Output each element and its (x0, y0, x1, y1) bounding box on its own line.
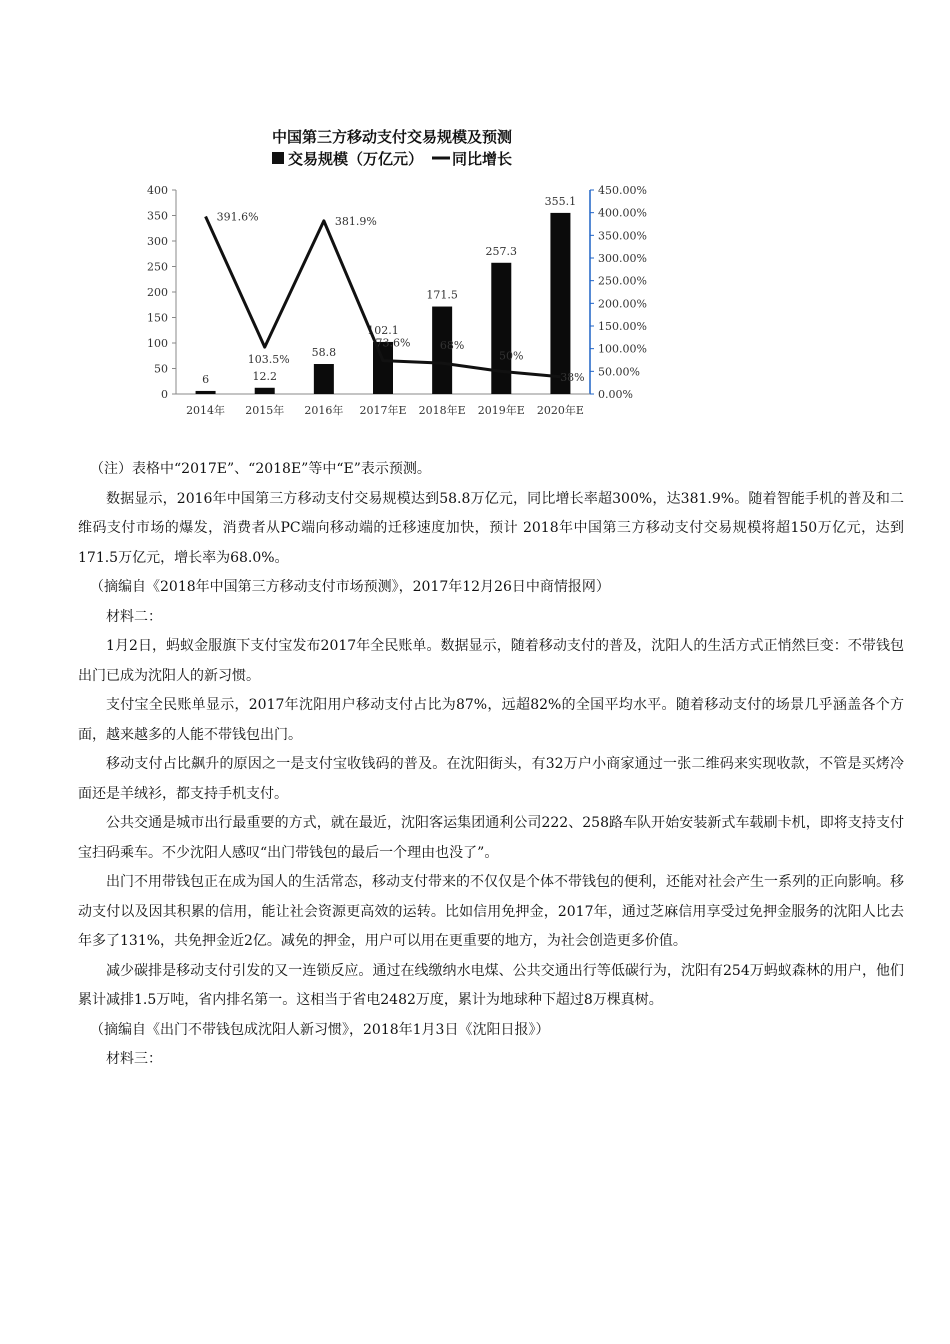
paragraph: 材料三： (106, 1051, 162, 1067)
growth-label: 73.6% (375, 336, 411, 350)
bar-value-label: 171.5 (426, 288, 458, 302)
y-right-tick-label: 0.00% (598, 388, 633, 401)
y-left-tick-label: 100 (147, 337, 168, 350)
bar-value-label: 58.8 (311, 346, 337, 360)
bar (373, 342, 393, 394)
paragraph: 移动支付占比飙升的原因之一是支付宝收钱码的普及。在沈阳街头，有32万户小商家通过一张二维码来实现收款，不管是买烤冷面还是羊绒衫，都支持手机支付。 (78, 756, 904, 802)
chart-legend (272, 150, 512, 168)
y-left-tick-label: 400 (147, 184, 168, 197)
y-right-tick-label: 200.00% (598, 297, 647, 311)
paragraph: 材料二： (106, 608, 162, 625)
x-tick-label: 2016年 (304, 404, 344, 417)
y-left-tick-label: 50 (154, 362, 168, 376)
x-tick-label: 2017年E (359, 404, 407, 417)
y-right-tick-label: 450.00% (598, 184, 647, 197)
growth-label: 103.5% (247, 353, 290, 367)
y-right-tick-label: 350.00% (598, 229, 647, 243)
growth-label: 50% (499, 349, 524, 363)
y-left-tick-label: 350 (147, 209, 168, 223)
bar-value-label: 257.3 (485, 244, 518, 258)
bar-value-label: 355.1 (544, 194, 577, 208)
paragraph: （注）表格中“2017E”、“2018E”等中“E”表示预测。 (90, 461, 431, 477)
paragraph: 支付宝全民账单显示，2017年沈阳用户移动支付占比为87%，远超82%的全国平均水平。随着移动支付的场景几乎涵盖各个方面，越来越多的人能不带钱包出门。 (78, 697, 904, 743)
chart-title: 中国第三方移动支付交易规模及预测 (272, 128, 513, 146)
x-tick-label: 2020年E (536, 404, 584, 417)
growth-label: 68% (439, 339, 465, 353)
paragraph: （摘编自《出门不带钱包成沈阳人新习惯》，2018年1月3日《沈阳日报》） (90, 1021, 550, 1038)
y-left-tick-label: 0 (161, 388, 168, 401)
bar-value-label: 12.2 (252, 369, 277, 383)
paragraph: 出门不用带钱包正在成为国人的生活常态，移动支付带来的不仅仅是个体不带钱包的便利，还能对社会产生一系列的正向影响。移动支付以及因其积累的信用，能让社会资源更高效的运转。比如信用免押金，2017年，通过芝麻信用享受过免押金服务的沈阳人比去年多了131%，共免押金近2亿。减免的押金，用户可以用在更重要的地方，为社会创造更多价值。 (78, 874, 904, 949)
paragraph: （摘编自《2018年中国第三方移动支付市场预测》，2017年12月26日中商情报网） (90, 579, 610, 595)
paragraph: 1月2日，蚂蚁金服旗下支付宝发布2017年全民账单。数据显示，随着移动支付的普及，沈阳人的生活方式正悄然巨变：不带钱包出门已成为沈阳人的新习惯。 (78, 638, 904, 684)
article-body (78, 455, 904, 1075)
bar (255, 388, 275, 394)
legend-bar-swatch (272, 152, 284, 164)
y-right-tick-label: 400.00% (598, 206, 647, 220)
legend-bar-label: 交易规模（万亿元） (288, 150, 424, 168)
paragraph: 公共交通是城市出行最重要的方式，就在最近，沈阳客运集团通利公司222、258路车队开始安装新式车载刷卡机，即将支持支付宝扫码乘车。不少沈阳人感叹“出门带钱包的最后一个理由也没了”。 (78, 815, 904, 861)
x-tick-label: 2018年E (418, 404, 466, 417)
paragraph: 数据显示，2016年中国第三方移动支付交易规模达到58.8万亿元，同比增长率超300%，达381.9%。随着智能手机的普及和二维码支付市场的爆发，消费者从PC端向移动端的迁移速度加快，预计 2018年中国第三方移动支付交易规模将超150万亿元，达到171.5万亿元，增长率为68.0%。 (78, 490, 904, 566)
y-left-tick-label: 250 (147, 260, 168, 274)
bar (550, 213, 570, 394)
y-right-tick-label: 50.00% (598, 365, 640, 379)
x-tick-label: 2019年E (477, 404, 525, 417)
bar (314, 364, 334, 394)
y-left-tick-label: 200 (147, 286, 168, 299)
x-tick-label: 2015年 (245, 404, 285, 417)
y-right-tick-label: 250.00% (598, 274, 647, 288)
paragraph: 减少碳排是移动支付引发的又一连锁反应。通过在线缴纳水电煤、公共交通出行等低碳行为，沈阳有254万蚂蚁森林的用户，他们累计减排1.5万吨，省内排名第一。这相当于省电2482万度，累计为地球种下超过8万棵真树。 (78, 962, 904, 1008)
bar (196, 391, 216, 394)
bar-value-label: 102.1 (367, 323, 399, 337)
y-right-tick-label: 150.00% (598, 320, 647, 333)
growth-label: 391.6% (216, 210, 259, 224)
y-left-tick-label: 300 (147, 235, 168, 248)
y-left-tick-label: 150 (147, 311, 168, 325)
growth-label: 381.9% (334, 214, 377, 228)
payment-chart (130, 120, 670, 420)
bar (491, 263, 511, 394)
legend-line-label: 同比增长 (452, 150, 513, 168)
bar-value-label: 6 (202, 372, 210, 386)
x-tick-label: 2014年 (186, 404, 226, 417)
growth-label: 38% (560, 370, 585, 384)
y-right-tick-label: 100.00% (598, 342, 647, 356)
y-right-tick-label: 300.00% (598, 252, 647, 265)
